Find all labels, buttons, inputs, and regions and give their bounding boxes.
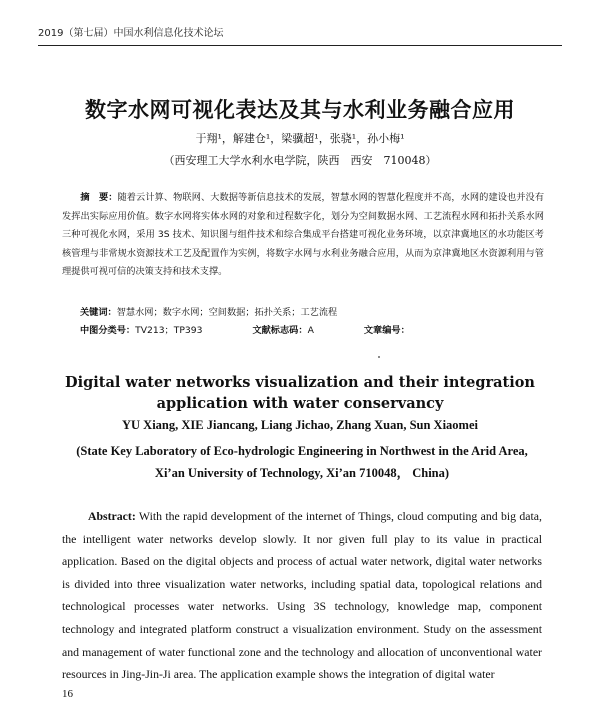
article-no-label: 文章编号： (363, 325, 410, 336)
keywords-text-zh: 智慧水网；数字水网；空间数据；拓扑关系；工艺流程 (116, 307, 338, 318)
affiliation-en: (State Key Laboratory of Eco-hydrologic Engineering in Northwest in the Arid Area, Xi’an University of Technology, Xi’an 710048， China) (76, 444, 528, 480)
running-header: 2019（第七届）中国水利信息化技术论坛 (38, 24, 562, 46)
paper-title-zh: 数字水网可视化表达及其与水利业务融合应用 (85, 97, 515, 122)
abstract-label-zh: 摘 要： (80, 192, 118, 203)
class-value: TV213；TP393 (135, 325, 203, 336)
class-label: 中图分类号： (80, 325, 136, 336)
keywords-label-zh: 关键词： (80, 307, 117, 318)
doc-code-value: A (307, 325, 314, 336)
paper-title-en: Digital water networks visualization and their integration application with water conservancy (65, 374, 535, 412)
keywords-zh (80, 304, 550, 318)
abstract-text-zh: 随着云计算、物联网、大数据等新信息技术的发展，智慧水网的智慧化程度并不高，水网的建设也并没有发挥出实际应用价值。数字水网将实体水网的对象和过程数字化，划分为空间数据水网、工艺流程水网和拓扑关系水网三种可视化水网，采用 3S 技术、知识图与组件技术和综合集成平台搭建可视化业务环境，以京津冀地区的水功能区考核管理与非常规水资源技术工艺及配置作为实例，将数字水网与水利业务融合应用，从而为京津冀地区水资源利用与管理提供可视可信的决策支持和技术支撑。 (62, 192, 545, 277)
abstract-en (62, 505, 542, 686)
doc-code-label: 文献标志码： (252, 325, 308, 336)
abstract-label-en: Abstract: (87, 509, 136, 523)
page-number: 16 (62, 688, 73, 700)
authors-zh: 于翔¹，解建仓¹，梁骥超¹，张骁¹，孙小梅¹ (195, 132, 405, 145)
authors-en: YU Xiang, XIE Jiancang, Liang Jichao, Zhang Xuan, Sun Xiaomei (122, 418, 478, 432)
affiliation-zh: （西安理工大学水利水电学院，陕西 西安 710048） (163, 154, 437, 167)
abstract-zh (62, 189, 544, 282)
stray-dot (378, 356, 380, 358)
abstract-text-en: With the rapid development of the internet of Things, cloud computing and big data, the intelligent water networks develop slowly. It nor given full play to its value in practical application. Based on the digital objects and process of actual water network, digital water networks is divided into three visualization water networks, including spatial data, topological relations and technological processes water networks. Using 3S technology, knowledge map, component technology and integrated platform construct a visualization environment. Study on the assessment and management of water functional zone and the technology and allocation of unconventional water resources in Jing-Jin-Ji area. The application example shows the integration of digital water (62, 509, 542, 682)
classification-line (80, 322, 550, 336)
